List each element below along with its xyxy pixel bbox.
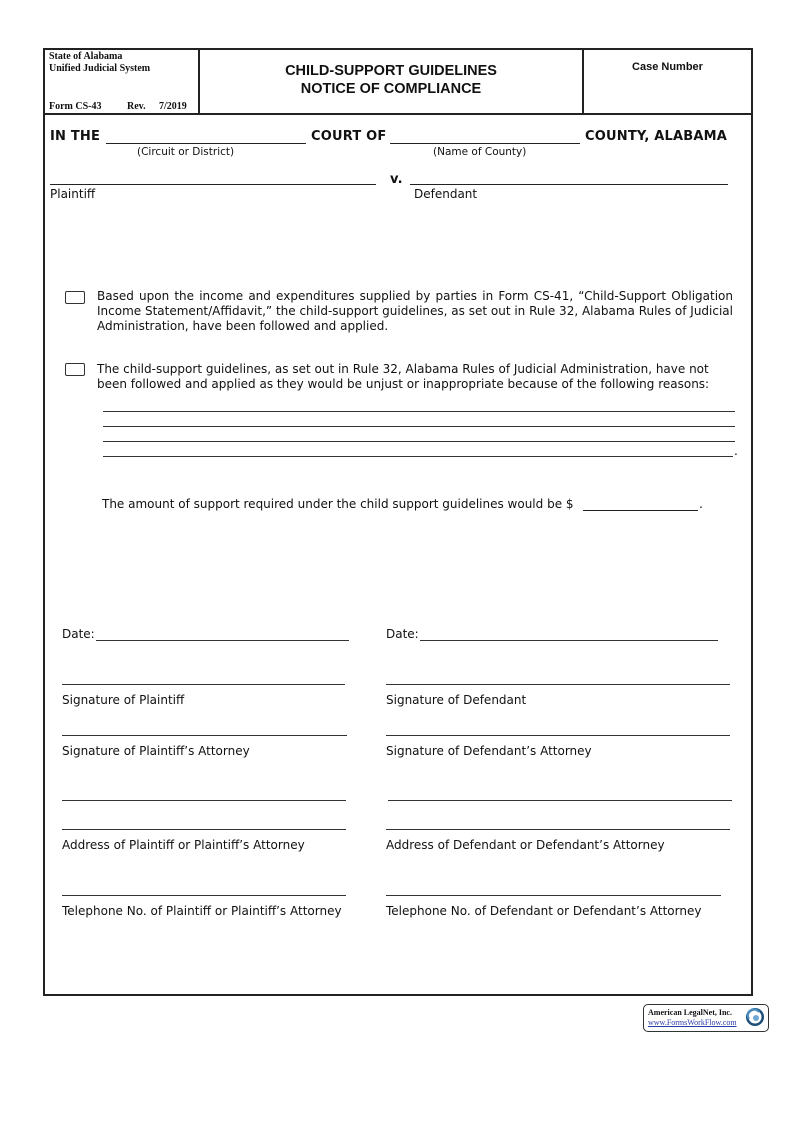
defendant-address-label: Address of Defendant or Defendant’s Attorney [386, 838, 665, 852]
plaintiff-date-field[interactable] [96, 640, 349, 641]
defendant-label: Defendant [414, 187, 478, 201]
defendant-phone-label: Telephone No. of Defendant or Defendant’s Attorney [386, 904, 702, 918]
court-type-hint: (Circuit or District) [137, 146, 235, 158]
plaintiff-address-line-2[interactable] [62, 829, 346, 830]
plaintiff-phone-label: Telephone No. of Plaintiff or Plaintiff’s Attorney [62, 904, 342, 918]
reasons-line-2[interactable] [103, 426, 735, 427]
plaintiff-signature-line[interactable] [62, 684, 345, 685]
plaintiff-address-line-1[interactable] [62, 800, 346, 801]
defendant-signature-label: Signature of Defendant [386, 693, 527, 707]
globe-swirl-icon [745, 1007, 765, 1027]
plaintiff-attorney-signature-line[interactable] [62, 735, 347, 736]
defendant-address-line-2[interactable] [386, 829, 730, 830]
logo-company-name: American LegalNet, Inc. [648, 1008, 732, 1017]
defendant-date-field[interactable] [420, 640, 718, 641]
versus-label: v. [390, 172, 403, 187]
reasons-line-1[interactable] [103, 411, 735, 412]
american-legalnet-logo[interactable] [643, 1004, 769, 1032]
guidelines-followed-checkbox[interactable] [65, 291, 85, 304]
defendant-field[interactable] [410, 172, 728, 185]
plaintiff-field[interactable] [50, 172, 376, 185]
support-amount-label: The amount of support required under the child support guidelines would be $ [102, 497, 574, 511]
county-alabama-label: COUNTY, ALABAMA [585, 129, 727, 144]
form-title-line1: CHILD-SUPPORT GUIDELINES [285, 63, 497, 79]
defendant-attorney-signature-line[interactable] [386, 735, 730, 736]
court-of-label: COURT OF [311, 129, 387, 144]
form-number: Form CS-43 [49, 101, 102, 112]
defendant-address-line-1[interactable] [388, 800, 732, 801]
reasons-line-4[interactable] [103, 456, 733, 457]
plaintiff-date-label: Date: [62, 627, 95, 641]
form-border [43, 48, 753, 996]
plaintiff-signature-label: Signature of Plaintiff [62, 693, 185, 707]
guidelines-not-followed-text: The child-support guidelines, as set out in Rule 32, Alabama Rules of Judicial Administration, have not been followed and applied as they would be unjust or inappropriate because of the following reasons: [97, 362, 710, 391]
court-type-field[interactable] [106, 131, 306, 144]
county-hint: (Name of County) [433, 146, 527, 158]
plaintiff-address-label: Address of Plaintiff or Plaintiff’s Attorney [62, 838, 305, 852]
in-the-label: IN THE [50, 129, 101, 144]
guidelines-followed-text: Based upon the income and expenditures supplied by parties in Form CS-41, “Child-Support Obligation Income Statement/Affidavit,” the child-support guidelines, as set out in Rule 32, Alabama Rules of Judicial Administration, have been followed and applied. [97, 289, 733, 333]
header-title-cell [200, 48, 584, 115]
case-number-label: Case Number [632, 61, 703, 73]
plaintiff-label: Plaintiff [50, 187, 96, 201]
defendant-signature-line[interactable] [386, 684, 730, 685]
system-name: Unified Judicial System [49, 63, 151, 74]
support-amount-period: . [699, 497, 703, 511]
plaintiff-phone-line[interactable] [62, 895, 346, 896]
logo-website-link[interactable]: www.FormsWorkFlow.com [648, 1018, 737, 1027]
defendant-date-label: Date: [386, 627, 419, 641]
rev-date: 7/2019 [159, 101, 187, 112]
support-amount-field[interactable] [583, 498, 698, 511]
case-number-cell[interactable] [584, 48, 751, 115]
rev-label: Rev. [127, 101, 146, 112]
guidelines-not-followed-checkbox[interactable] [65, 363, 85, 376]
defendant-attorney-signature-label: Signature of Defendant’s Attorney [386, 744, 592, 758]
county-field[interactable] [390, 131, 580, 144]
header-agency-cell [43, 48, 200, 115]
reasons-line-3[interactable] [103, 441, 735, 442]
state-name: State of Alabama [49, 51, 123, 62]
defendant-phone-line[interactable] [386, 895, 721, 896]
form-title-line2: NOTICE OF COMPLIANCE [300, 81, 482, 97]
plaintiff-attorney-signature-label: Signature of Plaintiff’s Attorney [62, 744, 250, 758]
reasons-period: . [734, 444, 738, 458]
